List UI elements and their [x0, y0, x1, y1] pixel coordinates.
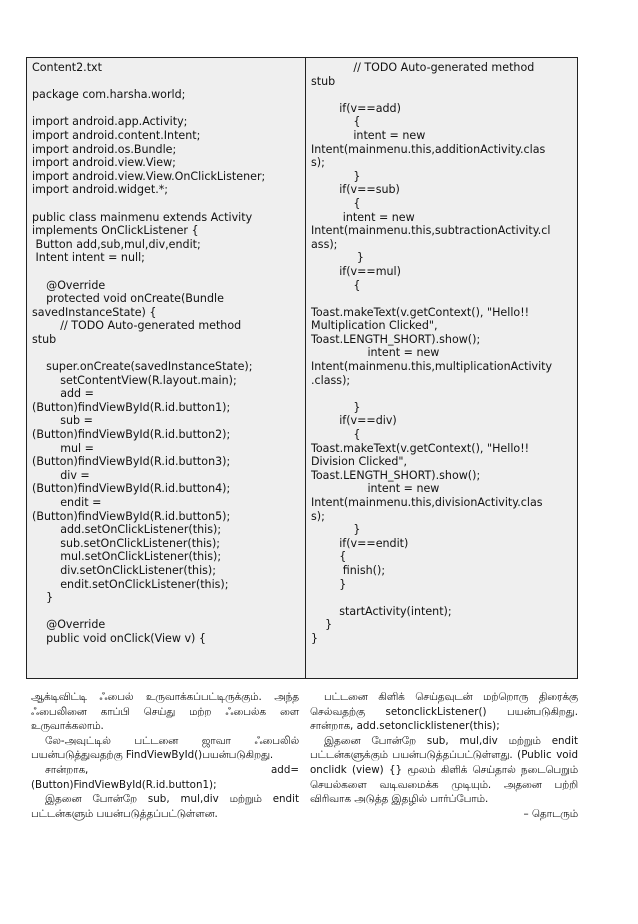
article-paragraph: லே-அவுட்டில் பட்டனை ஜாவா ஃபைலில் பயன்படுத்துவதற்கு FindViewById()பயன்படுகிறது.: [31, 734, 299, 762]
continued-marker: – தொடரும்: [523, 807, 578, 820]
article-paragraph: ஆக்டிவிட்டி ஃபைல் உருவாக்கப்பட்டிருக்கும். அந்த ஃபைலினை காப்பி செய்து மற்ற ஃபைல்க ளை உருவாக்கலாம்.: [31, 691, 299, 733]
code-listing-box: [26, 57, 578, 679]
article-paragraph: இதனை போன்றே sub, mul,div மற்றும் endit பட்டன்களுக்கும் பயன்படுத்தப்பட்டுள்ளது. (Public void onclidk (view) {} மூலம் கிளிக் செய்தால் நடைபெறும் செயல்களை வடிவமைக்க முடியும். அதனை பற்றி விரிவாக அடுத்த இதழில் பார்ப்போம்.: [310, 734, 578, 806]
code-listing-left-column: Content2.txt package com.harsha.world; import android.app.Activity; import android.content.Intent; import android.os.Bundle; import android.view.View; import android.view.View.OnClickListener; import android.widget.*; public class mainmenu extends Activity implements OnClickListener { Button add,sub,mul,div,endit; Intent intent = null; @Override protected void onCreate(Bundle savedInstanceState) { // TODO Auto-generated method stub super.onCreate(savedInstanceState); setContentView(R.layout.main); add = (Button)findViewById(R.id.button1); sub = (Button)findViewById(R.id.button2); mul = (Button)findViewById(R.id.button3); div = (Button)findViewById(R.id.button4); endit = (Button)findViewById(R.id.button5); add.setOnClickListener(this); sub.setOnClickListener(this); mul.setOnClickListener(this); div.setOnClickListener(this); endit.setOnClickListener(this); } @Override public void onClick(View v) {: [27, 58, 306, 678]
article-text-left-column: [31, 690, 299, 821]
code-listing-right-column: // TODO Auto-generated method stub if(v==add) { intent = new Intent(mainmenu.this,additionActivity.clas s); } if(v==sub) { intent = new Intent(mainmenu.this,subtractionActivity.cl ass); } if(v==mul) { Toast.makeText(v.getContext(), "Hello!! Multiplication Clicked", Toast.LENGTH_SHORT).show(); intent = new Intent(mainmenu.this,multiplicationActivity .class); } if(v==div) { Toast.makeText(v.getContext(), "Hello!! Division Clicked", Toast.LENGTH_SHORT).show(); intent = new Intent(mainmenu.this,divisionActivity.clas s); } if(v==endit) { finish(); } startActivity(intent); } }: [311, 61, 553, 645]
article-paragraph: இதனை போன்றே sub, mul,div மற்றும் endit பட்டன்களும் பயன்படுத்தப்பட்டுள்ளன.: [31, 793, 299, 820]
article-paragraph: சான்றாக, add=(Button)FindViewById(R.id.button1);: [31, 763, 299, 791]
article-text-right-column: [310, 690, 578, 821]
article-paragraph: பட்டனை கிளிக் செய்தவுடன் மற்றொரு திரைக்கு செல்வதற்கு setonclickListener() பயன்படுகிறது. சான்றாக, add.setonclicklistener(this);: [310, 691, 578, 733]
